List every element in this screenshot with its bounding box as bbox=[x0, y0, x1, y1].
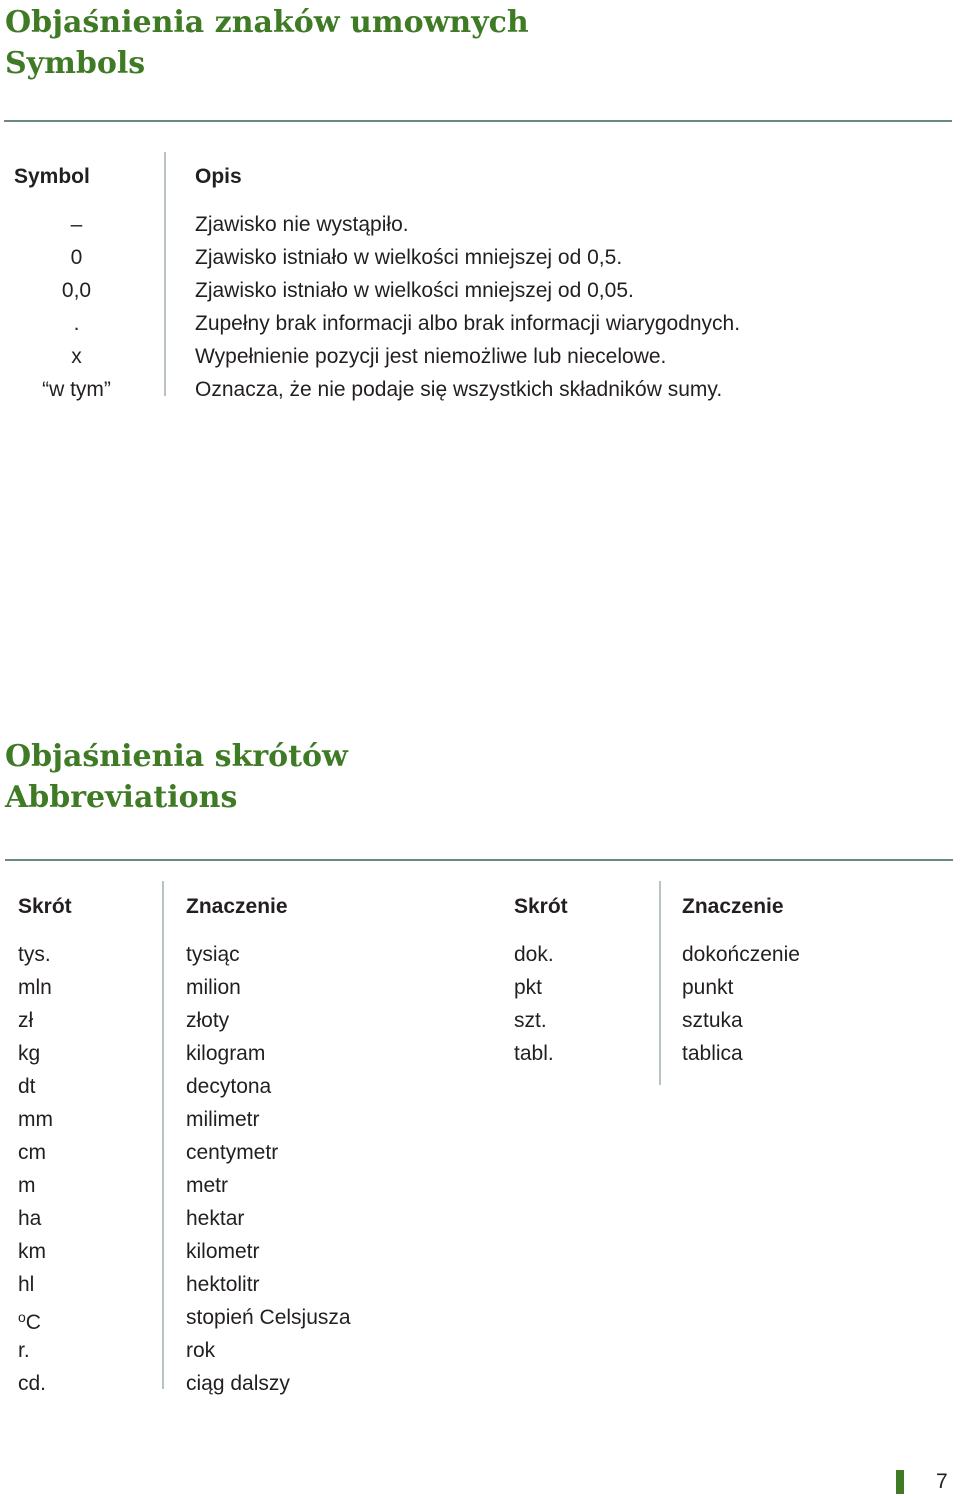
abbr-cell bbox=[18, 1301, 72, 1334]
symbol-cell: 0,0 bbox=[61, 279, 92, 302]
meaning-cell: dokończenie bbox=[682, 943, 800, 966]
description-column bbox=[195, 160, 740, 406]
meaning-cell: milion bbox=[186, 976, 241, 999]
abbr-cell: zł bbox=[18, 1009, 34, 1032]
abbr-cell: m bbox=[18, 1174, 36, 1197]
description-column-header: Opis bbox=[195, 165, 242, 188]
description-cell: Wypełnienie pozycji jest niemożliwe lub niecelowe. bbox=[195, 345, 667, 368]
abbr-column-header: Skrót bbox=[514, 895, 568, 918]
abbr-cell: km bbox=[18, 1240, 46, 1263]
symbol-cell: – bbox=[70, 213, 83, 236]
symbols-column-divider bbox=[164, 152, 166, 396]
meaning-cell: złoty bbox=[186, 1009, 230, 1032]
abbr-column-left bbox=[18, 890, 72, 1400]
meaning-cell: rok bbox=[186, 1339, 216, 1362]
abbreviations-title-pl: Objaśnienia skrótów bbox=[5, 739, 348, 774]
meaning-cell: punkt bbox=[682, 976, 734, 999]
abbr-cell: cm bbox=[18, 1141, 46, 1164]
meaning-cell: tysiąc bbox=[186, 943, 240, 966]
abbr-cell: kg bbox=[18, 1042, 41, 1065]
meaning-column-right bbox=[682, 890, 800, 1070]
symbol-column-header: Symbol bbox=[14, 165, 90, 188]
abbr-cell: r. bbox=[18, 1339, 30, 1362]
meaning-column-header: Znaczenie bbox=[682, 895, 784, 918]
meaning-cell: hektar bbox=[186, 1207, 245, 1230]
page-number: 7 bbox=[936, 1470, 948, 1493]
description-cell: Zjawisko istniało w wielkości mniejszej od 0,5. bbox=[195, 246, 623, 269]
abbr-cell: mm bbox=[18, 1108, 53, 1131]
degree-superscript: o bbox=[18, 1309, 26, 1325]
symbol-cell: “w tym” bbox=[42, 378, 111, 401]
meaning-cell: stopień Celsjusza bbox=[186, 1306, 351, 1329]
meaning-column-header: Znaczenie bbox=[186, 895, 288, 918]
meaning-cell: metr bbox=[186, 1174, 228, 1197]
symbol-cell: x bbox=[71, 345, 82, 368]
abbreviations-title-rule bbox=[5, 859, 953, 861]
abbr-cell: dt bbox=[18, 1075, 36, 1098]
abbr-column-header: Skrót bbox=[18, 895, 72, 918]
meaning-cell: kilometr bbox=[186, 1240, 260, 1263]
meaning-cell: hektolitr bbox=[186, 1273, 260, 1296]
page-marker bbox=[896, 1470, 904, 1494]
abbr-cell: dok. bbox=[514, 943, 554, 966]
description-cell: Zjawisko istniało w wielkości mniejszej od 0,05. bbox=[195, 279, 634, 302]
abbr-cell: tabl. bbox=[514, 1042, 554, 1065]
meaning-cell: sztuka bbox=[682, 1009, 743, 1032]
symbols-title-en: Symbols bbox=[5, 46, 146, 81]
abbr-cell: hl bbox=[18, 1273, 35, 1296]
abbr-cell: tys. bbox=[18, 943, 51, 966]
abbr-cell: ha bbox=[18, 1207, 42, 1230]
description-cell: Oznacza, że nie podaje się wszystkich składników sumy. bbox=[195, 378, 723, 401]
symbols-title-rule bbox=[4, 120, 952, 122]
meaning-cell: centymetr bbox=[186, 1141, 279, 1164]
abbr-left-divider bbox=[162, 881, 164, 1389]
abbr-cell: szt. bbox=[514, 1009, 547, 1032]
abbr-cell-text: C bbox=[25, 1311, 41, 1334]
abbreviations-title-en: Abbreviations bbox=[5, 780, 238, 815]
abbr-cell: pkt bbox=[514, 976, 543, 999]
symbol-cell: 0 bbox=[70, 246, 83, 269]
description-cell: Zjawisko nie wystąpiło. bbox=[195, 213, 409, 236]
description-cell: Zupełny brak informacji albo brak informacji wiarygodnych. bbox=[195, 312, 741, 335]
meaning-cell: milimetr bbox=[186, 1108, 260, 1131]
symbol-column bbox=[14, 160, 139, 406]
abbr-column-right bbox=[514, 890, 568, 1070]
abbr-right-divider bbox=[659, 881, 661, 1085]
abbr-cell: cd. bbox=[18, 1372, 47, 1395]
meaning-cell: decytona bbox=[186, 1075, 272, 1098]
meaning-cell: tablica bbox=[682, 1042, 743, 1065]
meaning-cell: ciąg dalszy bbox=[186, 1372, 290, 1395]
meaning-cell: kilogram bbox=[186, 1042, 266, 1065]
meaning-column-left bbox=[186, 890, 351, 1400]
symbols-title-pl: Objaśnienia znaków umownych bbox=[5, 5, 529, 40]
symbol-cell: . bbox=[73, 312, 80, 335]
abbr-cell: mln bbox=[18, 976, 52, 999]
